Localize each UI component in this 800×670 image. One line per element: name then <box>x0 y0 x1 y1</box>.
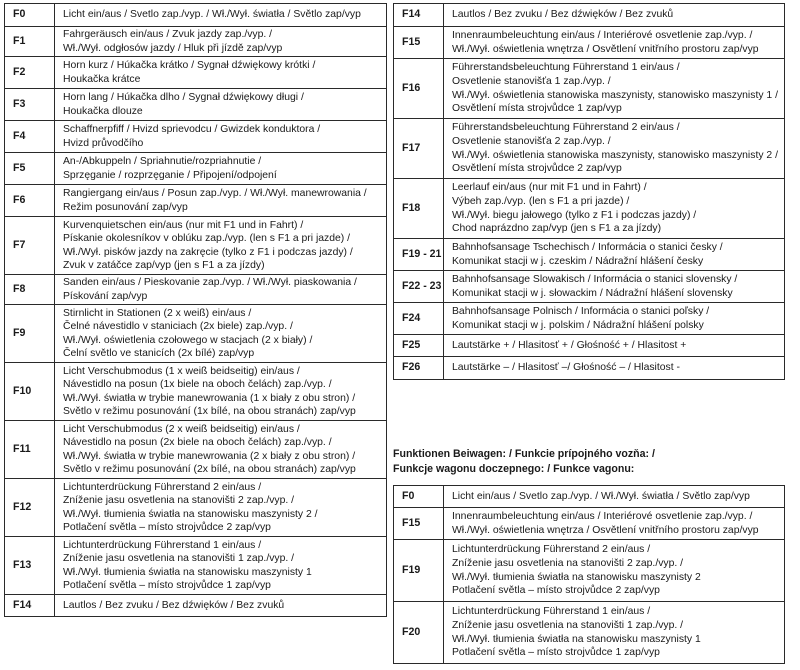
function-row <box>394 602 785 664</box>
function-description <box>55 305 387 363</box>
description-line: Sanden ein/aus / Pieskovanie zap./vyp. / Wł./Wył. piaskowania / <box>63 277 357 289</box>
function-description <box>444 27 785 59</box>
function-key: F18 <box>394 179 444 239</box>
function-row <box>394 335 785 357</box>
description-line: Hvizd průvodčího <box>63 137 144 149</box>
function-table-left <box>4 3 387 617</box>
function-row <box>5 305 387 363</box>
function-row <box>5 217 387 275</box>
description-line: Leerlauf ein/aus (nur mit F1 und in Fahrt) / <box>452 182 647 194</box>
function-key: F24 <box>394 303 444 335</box>
description-line: Fahrgeräusch ein/aus / Zvuk jazdy zap./vyp. / <box>63 29 273 40</box>
description-line: Wł./Wył. światła w trybie manewrowania (1 x biały z obu stron) / <box>63 392 356 404</box>
function-row <box>394 119 785 179</box>
function-description <box>55 421 387 479</box>
function-row <box>394 486 785 508</box>
function-key: F14 <box>394 4 444 27</box>
description-line: Lautstärke – / Hlasitosť –/ Głośność – / Hlasitost - <box>452 362 680 374</box>
description-line: Lichtunterdrückung Führerstand 1 ein/aus / <box>63 539 262 551</box>
function-key: F9 <box>5 305 55 363</box>
function-key: F13 <box>5 537 55 595</box>
function-key: F10 <box>5 363 55 421</box>
function-row <box>5 479 387 537</box>
function-key: F3 <box>5 89 55 121</box>
wagon-functions-title <box>393 447 793 477</box>
description-line: Osvětlení místa strojvůdce 2 zap/vyp <box>452 163 622 175</box>
description-line: Bahnhofsansage Slowakisch / Informácia o stanici slovensky / <box>452 273 738 285</box>
function-key: F8 <box>5 275 55 305</box>
description-line: Horn kurz / Húkačka krátko / Sygnał dźwiękowy krótki / <box>63 60 316 72</box>
description-line: Čelné návestidlo v staniciach (2x biele) zap./vyp. / <box>63 321 293 333</box>
description-line: Výbeh zap./vyp. (len s F1 a pri jazde) / <box>452 195 630 207</box>
function-key: F22 - 23 <box>394 271 444 303</box>
description-line: An-/Abkuppeln / Spriahnutie/rozpriahnutie / <box>63 156 262 168</box>
description-line: Lichtunterdrückung Führerstand 2 ein/aus / <box>63 481 262 493</box>
description-line: Wł./Wył. oświetlenia stanowiska maszynisty, stanowisko maszynisty 2 / <box>452 149 778 161</box>
description-line: Wł./Wył. tłumienia światła na stanowisku maszynisty 2 <box>452 571 701 583</box>
description-line: Schaffnerpfiff / Hvizd sprievodcu / Gwizdek konduktora / <box>63 124 321 136</box>
description-line: Zníženie jasu osvetlenia na stanovišti 2 zap./vyp. / <box>452 557 684 569</box>
function-row <box>394 303 785 335</box>
description-line: Potlačení světla – místo strojvůdce 1 zap/vyp <box>63 580 271 592</box>
description-line: Stirnlicht in Stationen (2 x weiß) ein/aus / <box>63 307 252 319</box>
function-row <box>394 179 785 239</box>
description-line: Innenraumbeleuchtung ein/aus / Interiérové osvetlenie zap./vyp. / <box>452 29 753 41</box>
description-line: Lautlos / Bez zvuku / Bez dźwięków / Bez zvuků <box>63 600 285 612</box>
function-row <box>5 121 387 153</box>
description-line: Komunikat stacji w j. czeskim / Nádražní hlášení česky <box>452 255 704 267</box>
function-key: F15 <box>394 27 444 59</box>
description-line: Rangiergang ein/aus / Posun zap./vyp. / Wł./Wył. manewrowania / <box>63 188 367 200</box>
function-key: F17 <box>394 119 444 179</box>
function-key: F0 <box>5 4 55 27</box>
function-row <box>394 239 785 271</box>
function-description <box>55 185 387 217</box>
description-line: Bahnhofsansage Tschechisch / Informácia o stanici česky / <box>452 241 723 253</box>
description-line: Führerstandsbeleuchtung Führerstand 2 ein/aus / <box>452 122 680 134</box>
description-line: Lichtunterdrückung Führerstand 2 ein/aus / <box>452 544 651 556</box>
function-description <box>55 479 387 537</box>
description-line: Světlo v režimu posunování (2x bílé, na obou stranách) zap/vyp <box>63 464 356 476</box>
function-row <box>394 271 785 303</box>
description-line: Zníženie jasu osvetlenia na stanovišti 1 zap./vyp. / <box>452 619 684 631</box>
description-line: Licht Verschubmodus (1 x weiß beidseitig) ein/aus / <box>63 365 300 377</box>
description-line: Wł./Wył. tłumienia światła na stanowisku maszynisty 1 <box>452 633 701 645</box>
function-row <box>5 275 387 305</box>
function-key: F25 <box>394 335 444 357</box>
description-line: Wł./Wył. tłumienia światła na stanowisku maszynisty 2 / <box>63 508 318 520</box>
function-key: F15 <box>394 508 444 540</box>
function-description <box>444 303 785 335</box>
description-line: Licht ein/aus / Svetlo zap./vyp. / Wł./Wył. światła / Světlo zap/vyp <box>63 9 361 21</box>
function-key: F16 <box>394 59 444 119</box>
function-key: F20 <box>394 602 444 664</box>
description-line: Pískování zap/vyp <box>63 290 148 302</box>
wagon-title-line-1: Funktionen Beiwagen: / Funkcie prípojného vozňa: / <box>393 448 655 460</box>
description-line: Návestidlo na posun (1x biele na oboch čelách) zap./vyp. / <box>63 379 332 391</box>
description-line: Wł./Wył. oświetlenia stanowiska maszynisty, stanowisko maszynisty 1 / <box>452 89 778 101</box>
function-row <box>5 4 387 27</box>
description-line: Návestidlo na posun (2x biele na oboch čelách) zap./vyp. / <box>63 437 332 449</box>
function-key: F12 <box>5 479 55 537</box>
description-line: Houkačka dlouze <box>63 105 143 117</box>
function-key: F14 <box>5 595 55 617</box>
function-row <box>394 59 785 119</box>
function-description <box>444 59 785 119</box>
function-description <box>444 119 785 179</box>
description-line: Režim posunování zap/vyp <box>63 201 188 213</box>
description-line: Světlo v režimu posunování (1x bílé, na obou stranách) zap/vyp <box>63 406 356 418</box>
description-line: Kurvenquietschen ein/aus (nur mit F1 und in Fahrt) / <box>63 219 304 231</box>
function-row <box>5 363 387 421</box>
function-key: F2 <box>5 57 55 89</box>
description-line: Osvetlenie stanovišťa 1 zap./vyp. / <box>452 75 611 87</box>
description-line: Chod naprázdno zap/vyp (jen s F1 a za jízdy) <box>452 223 662 235</box>
function-description <box>55 217 387 275</box>
function-key: F0 <box>394 486 444 508</box>
description-line: Licht ein/aus / Svetlo zap./vyp. / Wł./Wył. światła / Světlo zap/vyp <box>452 490 750 502</box>
function-row <box>5 153 387 185</box>
function-key: F7 <box>5 217 55 275</box>
function-row <box>5 537 387 595</box>
function-row <box>394 357 785 380</box>
function-key: F26 <box>394 357 444 380</box>
description-line: Horn lang / Húkačka dlho / Sygnał dźwiękowy długi / <box>63 92 304 104</box>
description-line: Lichtunterdrückung Führerstand 1 ein/aus / <box>452 606 651 618</box>
description-line: Wł./Wył. oświetlenia wnętrza / Osvětlení vnitřního prostoru zap/vyp <box>452 524 759 536</box>
function-description <box>444 179 785 239</box>
function-description <box>444 4 785 27</box>
description-line: Zníženie jasu osvetlenia na stanovišti 2 zap./vyp. / <box>63 495 295 507</box>
description-line: Innenraumbeleuchtung ein/aus / Interiérové osvetlenie zap./vyp. / <box>452 510 753 522</box>
function-description <box>444 540 785 602</box>
description-line: Zvuk v zatáčce zap/vyp (jen s F1 a za jízdy) <box>63 260 265 272</box>
description-line: Wł./Wył. biegu jałowego (tylko z F1 i podczas jazdy) / <box>452 209 697 221</box>
function-row <box>394 540 785 602</box>
function-description <box>444 239 785 271</box>
description-line: Führerstandsbeleuchtung Führerstand 1 ein/aus / <box>452 62 680 74</box>
function-description <box>444 602 785 664</box>
function-row <box>5 185 387 217</box>
function-row <box>394 4 785 27</box>
description-line: Lautlos / Bez zvuku / Bez dźwięków / Bez zvuků <box>452 9 674 21</box>
wagon-title-line-2: Funkcje wagonu doczepnego: / Funkce vagonu: <box>393 463 635 475</box>
description-line: Houkačka krátce <box>63 73 141 85</box>
function-row <box>5 595 387 617</box>
description-line: Potlačení světla – místo strojvůdce 1 zap/vyp <box>452 647 660 659</box>
function-description <box>55 537 387 595</box>
function-row <box>394 27 785 59</box>
function-key: F6 <box>5 185 55 217</box>
description-line: Lautstärke + / Hlasitosť + / Głośność + / Hlasitost + <box>452 339 687 351</box>
description-line: Pískanie okolesníkov v oblúku zap./vyp. (len s F1 a pri jazde) / <box>63 233 351 245</box>
description-line: Osvětlení místa strojvůdce 1 zap/vyp <box>452 103 622 115</box>
function-key: F4 <box>5 121 55 153</box>
description-line: Wł./Wył. odgłosów jazdy / Hluk při jízdě zap/vyp <box>63 42 283 54</box>
function-description <box>55 595 387 617</box>
function-key: F19 - 21 <box>394 239 444 271</box>
description-line: Licht Verschubmodus (2 x weiß beidseitig) ein/aus / <box>63 423 300 435</box>
function-description <box>444 508 785 540</box>
function-description <box>55 4 387 27</box>
function-key: F19 <box>394 540 444 602</box>
description-line: Bahnhofsansage Polnisch / Informácia o stanici poľsky / <box>452 305 710 317</box>
function-description <box>55 275 387 305</box>
function-table-right <box>393 3 785 380</box>
function-description <box>444 335 785 357</box>
description-line: Zníženie jasu osvetlenia na stanovišti 1 zap./vyp. / <box>63 553 295 565</box>
description-line: Potlačení světla – místo strojvůdce 2 zap/vyp <box>63 522 271 534</box>
function-table-wagon <box>393 485 785 664</box>
function-description <box>55 363 387 421</box>
description-line: Wł./Wył. oświetlenia wnętrza / Osvětlení vnitřního prostoru zap/vyp <box>452 43 759 55</box>
function-description <box>444 271 785 303</box>
function-description <box>444 357 785 380</box>
description-line: Čelní světlo ve stanicích (2x bílé) zap/vyp <box>63 348 255 360</box>
function-description <box>55 121 387 153</box>
function-row <box>5 57 387 89</box>
function-row <box>5 89 387 121</box>
function-key: F5 <box>5 153 55 185</box>
description-line: Wł./Wył. oświetlenia czołowego w stacjach (2 x biały) / <box>63 334 313 346</box>
function-description <box>55 27 387 57</box>
function-key: F11 <box>5 421 55 479</box>
function-description <box>55 89 387 121</box>
description-line: Potlačení světla – místo strojvůdce 2 zap/vyp <box>452 585 660 597</box>
description-line: Komunikat stacji w j. słowackim / Nádražní hlášení slovensky <box>452 287 733 299</box>
function-row <box>5 27 387 57</box>
description-line: Wł./Wył. tłumienia światła na stanowisku maszynisty 1 <box>63 566 312 578</box>
function-description <box>55 153 387 185</box>
function-key: F1 <box>5 27 55 57</box>
function-description <box>55 57 387 89</box>
description-line: Komunikat stacji w j. polskim / Nádražní hlášení polsky <box>452 319 704 331</box>
description-line: Wł./Wył. światła w trybie manewrowania (2 x biały z obu stron) / <box>63 450 356 462</box>
description-line: Osvetlenie stanovišťa 2 zap./vyp. / <box>452 135 611 147</box>
description-line: Sprzęganie / rozprzęganie / Připojení/odpojení <box>63 169 277 181</box>
function-row <box>5 421 387 479</box>
function-row <box>394 508 785 540</box>
function-description <box>444 486 785 508</box>
description-line: Wł./Wył. pisków jazdy na zakręcie (tylko z F1 i podczas jazdy) / <box>63 246 353 258</box>
